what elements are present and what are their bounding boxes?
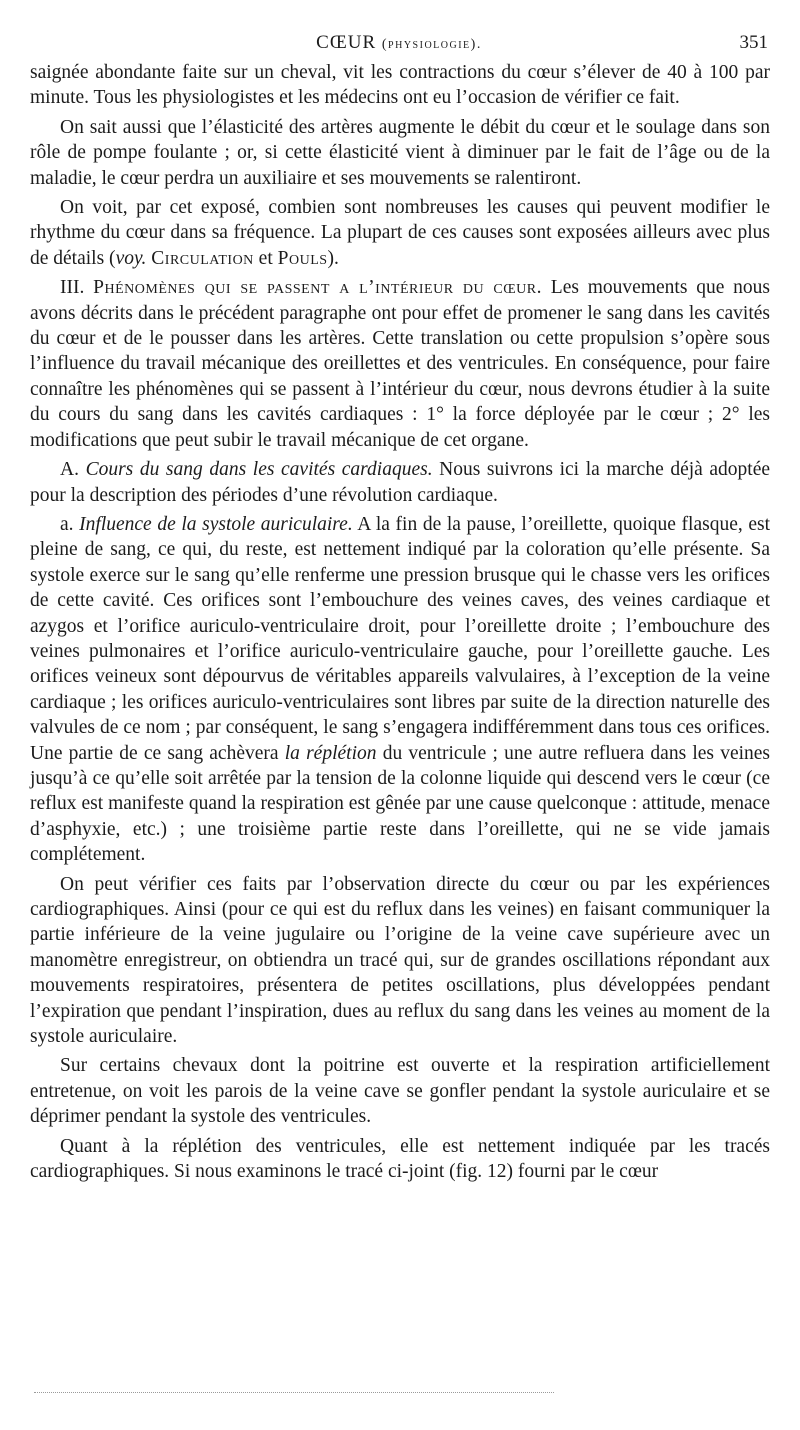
running-title [30, 32, 768, 54]
subsection-a-text: Nous suivrons ici la marche déjà adoptée pour la description des périodes d’une révolution cardiaque. [30, 459, 771, 506]
paragraph-1: saignée abondante faite sur un cheval, vit les contractions du cœur s’élever de 40 à 100 par minute. Tous les physiologistes et les médecins ont eu l’occasion de vérifier ce fait. [30, 62, 770, 109]
section-numeral: III. [60, 277, 85, 299]
page-number: 351 [739, 32, 768, 53]
voy-abbreviation: voy. [115, 247, 147, 269]
paragraph-8: Sur certains chevaux dont la poitrine est ouverte et la respiration artificiellement entretenue, on voit les parois de la veine cave se gonfler pendant la systole auriculaire et se déprimer pendant la systole des ventricules. [30, 1055, 770, 1128]
paragraph-3-close: ). [327, 247, 339, 269]
paragraph-3 [30, 195, 770, 271]
paragraph-9: Quant à la réplétion des ventricules, elle est nettement indiquée par les tracés cardiographiques. Si nous examinons le tracé ci-joint (fig. 12) fourni par le cœur [30, 1135, 770, 1183]
paragraph-section-iii [30, 275, 770, 453]
subsection-heading: Cours du sang dans les cavités cardiaques. [85, 459, 433, 481]
cross-reference-circulation: Circulation [151, 247, 254, 269]
paragraph-7: On peut vérifier ces faits par l’observation directe du cœur ou par les expériences cardiographiques. Ainsi (pour ce qui est du reflux dans les veines) en faisant communiquer la partie inférieure de la veine jugulaire ou l’origine de la veine cave supérieure avec un manomètre enregistreur, on obtiendra un tracé qui, sur de grandes oscillations répondant aux mouvements respiratoires, présentera de petites oscillations, plus développées pendant l’expiration que pendant l’inspiration, dues au reflux du sang dans les veines au moment de la systole auriculaire. [30, 873, 770, 1048]
running-head [30, 32, 768, 56]
paragraph-2: On sait aussi que l’élasticité des artères augmente le débit du cœur et le soulage dans son rôle de pompe foulante ; or, si cette élasticité vient à diminuer par le fait de l’âge ou de la maladie, le cœur perdra un auxiliaire et ses mouvements se ralentiront. [30, 116, 770, 189]
body-text [30, 60, 770, 1188]
subsection-label: A. [60, 459, 79, 481]
subsection-lower-label: a. [60, 513, 74, 535]
section-iii-text: Les mouvements que nous avons décrits dans le précédent paragraphe ont pour effet de promener le sang dans les cavités du cœur et de le pousser dans les artères. Cette translation ou cette propulsion s’opère sous l’influence du travail mécanique des oreillettes et des ventricules. En conséquence, pour faire connaître les phénomènes qui se passent à l’intérieur du cœur, nous devrons étudier à la suite du cours du sang dans les cavités cardiaques : 1° la force déployée par le cœur ; 2° les modifications que peut subir le travail mécanique de cet organe. [30, 277, 771, 451]
emphasis-repletion: la réplétion [284, 742, 377, 764]
cross-reference-pouls: Pouls [277, 247, 328, 269]
subsection-lower-text-continued: du ventricule ; une autre refluera dans les veines jusqu’à ce qu’elle soit arrêtée par la tension de la colonne liquide qui descend vers le cœur (ce reflux est manifeste quand la respiration est gênée par une cause quelconque : attitude, menace d’asphyxie, etc.) ; une troisième partie reste dans l’oreillette, qui ne se vide jamais complétement. [30, 742, 771, 866]
paragraph-3-text: On voit, par cet exposé, combien sont nombreuses les causes qui peuvent modifier le rhythme du cœur dans sa fréquence. La plupart de ces causes sont exposées ailleurs avec plus de détails ( [30, 197, 770, 269]
subsection-lower-text: A la fin de la pause, l’oreillette, quoique flasque, est pleine de sang, ce qui, du reste, est nettement indiqué par la coloration qu’elle présente. Sa systole exerce sur le sang qu’elle renferme une pression brusque qui le chasse vers les orifices de cette cavité. Ces orifices sont l’embouchure des veines caves, des veines cardiaque et azygos et l’orifice auriculo-ventriculaire droit, pour l’oreillette droite ; l’embouchure des veines pulmonaires et l’orifice auriculo-ventriculaire gauche, pour l’oreillette gauche. Les orifices veineux sont dépourvus de véritables appareils valvulaires, à l’exception de la veine cardiaque ; les orifices auriculo-ventriculaires sont libres par suite de la direction naturelle des valvules de ce nom ; par conséquent, le sang s’engagera indifféremment dans tous ces orifices. Une partie de ce sang achèvera [30, 513, 771, 764]
footer-rule [34, 1392, 554, 1393]
header-title: CŒUR [316, 32, 377, 53]
header-subtitle: (physiologie). [381, 37, 482, 52]
subsection-lower-heading: Influence de la systole auriculaire. [79, 513, 353, 535]
conjunction: et [258, 247, 273, 269]
section-heading: Phénomènes qui se passent a l’intérieur du cœur. [93, 277, 542, 299]
paragraph-subsection-a [30, 457, 770, 508]
paragraph-subsection-a-lower [30, 512, 770, 868]
